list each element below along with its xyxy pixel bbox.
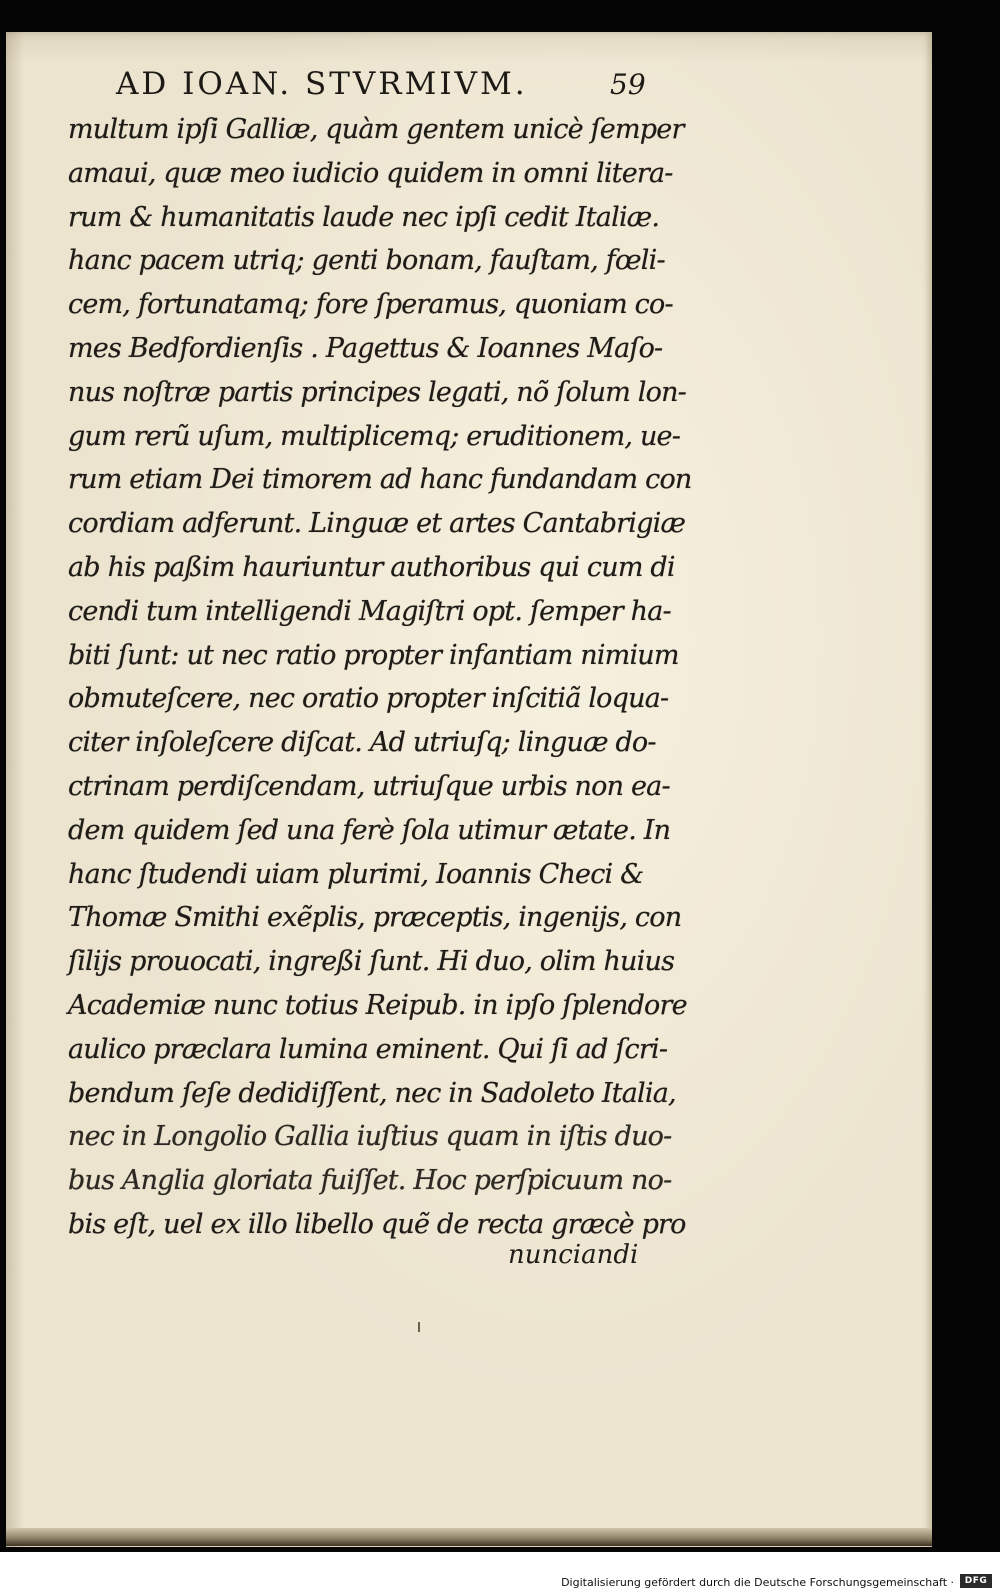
text-line: cendi tum intelligendi Magiſtri opt. ſemper ha- — [68, 595, 671, 627]
text-line: nec in Longolio Gallia iuſtius quam in iſtis duo- — [68, 1121, 672, 1153]
text-line: Academiæ nunc totius Reipub. in ipſo ſplendore — [68, 989, 687, 1021]
text-line: ctrinam perdiſcendam, utriuſque urbis non ea- — [68, 770, 670, 802]
text-block — [68, 108, 708, 1247]
text-line: rum etiam Dei timorem ad hanc fundandam con — [68, 464, 692, 496]
text-line: rum & humanitatis laude nec ipſi cedit Italiæ. — [68, 201, 660, 233]
text-line: hanc pacem utriq; genti bonam, fauſtam, fœli- — [68, 245, 665, 277]
text-line: bus Anglia gloriata fuiſſet. Hoc perſpicuum no- — [68, 1165, 672, 1197]
text-line: mes Bedfordienſis . Pagettus & Ioannes Maſo- — [68, 332, 663, 364]
text-line: obmuteſcere, nec oratio propter inſcitiã loqua- — [68, 683, 669, 715]
paper-speck — [418, 1322, 420, 1332]
text-line: ſilijs prouocati, ingreßi ſunt. Hi duo, olim huius — [68, 946, 675, 978]
text-line: bendum ſeſe dedidiſſent, nec in Sadoleto Italia, — [68, 1077, 676, 1109]
text-line: citer inſoleſcere diſcat. Ad utriuſq; linguæ do- — [68, 727, 656, 759]
text-line: hanc ſtudendi uiam plurimi, Ioannis Checi & — [68, 858, 644, 890]
running-head: AD IOAN. STVRMIVM. — [116, 66, 528, 102]
footer-credit: Digitalisierung gefördert durch die Deutsche Forschungsgemeinschaft · — [561, 1576, 954, 1589]
text-line: multum ipſi Galliæ, quàm gentem unicè ſemper — [68, 114, 684, 145]
text-line: dem quidem ſed una ferè ſola utimur ætate. In — [68, 814, 671, 846]
page-header — [116, 66, 676, 106]
text-line: bis eſt, uel ex illo libello quẽ de recta græcè pro — [68, 1208, 686, 1240]
catchword: nunciandi — [508, 1240, 639, 1270]
dfg-logo: DFG — [960, 1574, 992, 1588]
text-line: nus noſtræ partis principes legati, nõ ſolum lon- — [68, 376, 686, 408]
text-line: Thomæ Smithi exẽplis, præceptis, ingenijs, con — [68, 902, 682, 934]
page-number: 59 — [610, 68, 646, 101]
text-line: amaui, quæ meo iudicio quidem in omni litera- — [68, 157, 673, 189]
text-line: ab his paßim hauriuntur authoribus qui cum di — [68, 551, 675, 583]
text-line: cem, fortunatamq; fore ſperamus, quoniam co- — [68, 289, 673, 321]
text-line: gum rerũ uſum, multiplicemq; eruditionem, ue- — [68, 420, 681, 452]
text-line: aulico præclara lumina eminent. Qui ſi ad ſcri- — [68, 1033, 668, 1065]
page-bottom-edge — [6, 1528, 932, 1546]
text-line: cordiam adferunt. Linguæ et artes Cantabrigiæ — [68, 508, 686, 540]
text-line: biti ſunt: ut nec ratio propter infantiam nimium — [68, 639, 679, 671]
